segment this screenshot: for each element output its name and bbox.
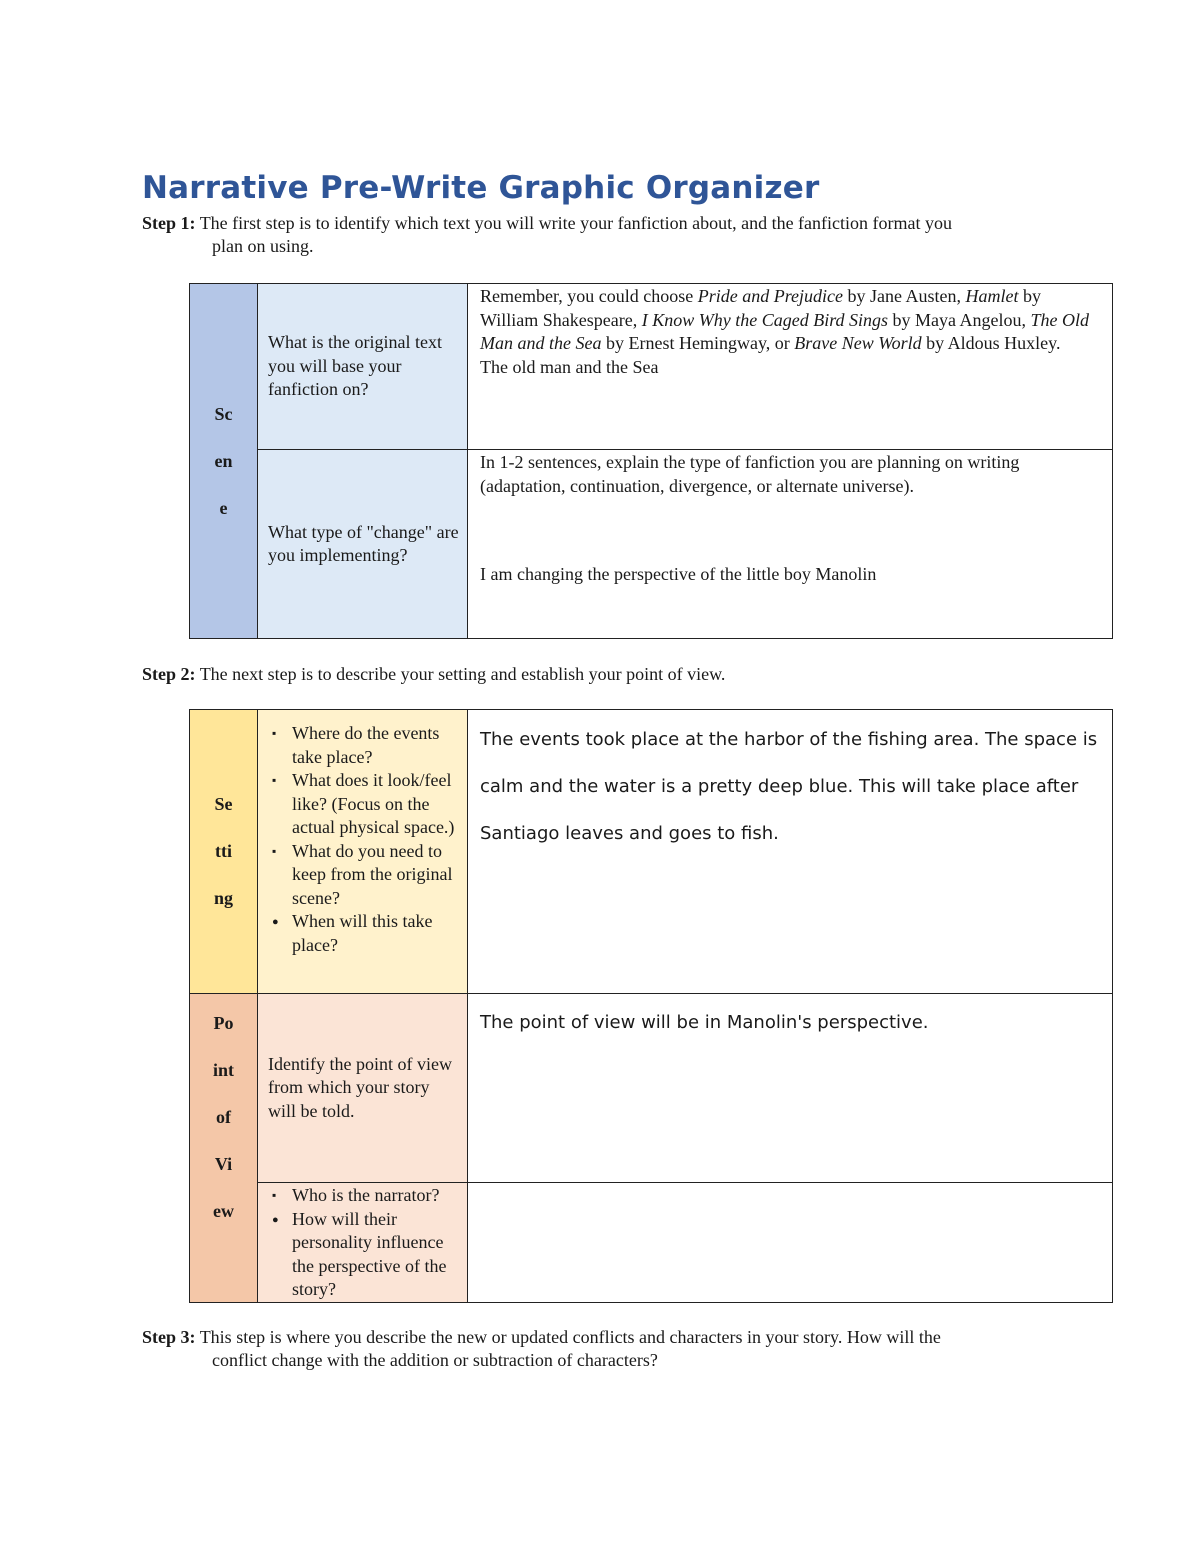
narrator-questions — [258, 1183, 468, 1303]
scene-side-label — [190, 284, 258, 639]
setting-side-label — [190, 710, 258, 994]
list-item: ▪ What do you need to keep from the original scene? — [268, 840, 459, 911]
change-type-answer: I am changing the perspective of the little boy Manolin — [480, 564, 877, 584]
list-item: ● When will this take place? — [268, 910, 459, 957]
step-1-label: Step 1: — [142, 213, 196, 233]
step-2-instructions — [142, 663, 1042, 686]
original-text-answer: The old man and the Sea — [480, 356, 659, 377]
pov-answer-cell[interactable] — [468, 994, 1113, 1183]
change-type-hint: In 1-2 sentences, explain the type of fanfiction you are planning on writing (adaptation, continuation, divergence, or alternate universe). — [480, 452, 1020, 496]
side-syllable: e — [219, 497, 228, 518]
pov-answer: The point of view will be in Manolin's perspective. — [480, 1012, 929, 1033]
side-syllable: Sc — [214, 403, 233, 424]
pov-side-label — [190, 994, 258, 1303]
side-syllable: int — [212, 1060, 234, 1080]
side-syllable: ew — [213, 1201, 234, 1221]
side-syllable: Vi — [214, 1154, 233, 1174]
side-syllable: ng — [213, 888, 233, 908]
step-3-instructions — [142, 1326, 1042, 1372]
list-item: ▪ Who is the narrator? — [268, 1184, 459, 1208]
step-2-text: The next step is to describe your setting and establish your point of view. — [199, 664, 726, 684]
side-syllable: Po — [213, 1013, 234, 1033]
setting-answer-cell[interactable] — [468, 710, 1113, 994]
side-syllable: Se — [214, 794, 233, 814]
side-syllable: en — [214, 450, 233, 471]
original-text-hint: Remember, you could choose Pride and Prejudice by Jane Austen, Hamlet by William Shakespeare, I Know Why the Caged Bird Sings by Maya Angelou, The Old Man and the Sea by Ernest Hemingway, or Brave New World by Aldous Huxley. — [480, 286, 1090, 353]
page-title: Narrative Pre-Write Graphic Organizer — [142, 170, 820, 206]
side-syllable: of — [216, 1107, 231, 1127]
setting-questions — [258, 710, 468, 994]
scene-table — [189, 283, 1113, 639]
step-3-text-cont: conflict change with the addition or subtraction of characters? — [212, 1350, 658, 1370]
list-item: ● How will their personality influence the perspective of the story? — [268, 1208, 459, 1302]
setting-pov-table — [189, 709, 1113, 1303]
setting-answer: The events took place at the harbor of the fishing area. The space is calm and the water is a pretty deep blue. This will take place after Santiago leaves and goes to fish. — [480, 729, 1098, 844]
step-1-text: The first step is to identify which text you will write your fanfiction about, and the fanfiction format you — [199, 213, 953, 233]
original-text-question: What is the original text you will base your fanfiction on? — [258, 284, 468, 450]
step-1-instructions — [142, 212, 1042, 258]
step-1-text-cont: plan on using. — [212, 236, 314, 256]
narrator-answer-cell[interactable] — [468, 1183, 1113, 1303]
step-2-label: Step 2: — [142, 664, 196, 684]
step-3-text: This step is where you describe the new or updated conflicts and characters in your story. How will the — [199, 1327, 941, 1347]
list-item: ▪ What does it look/feel like? (Focus on the actual physical space.) — [268, 769, 459, 840]
change-type-answer-cell[interactable] — [468, 450, 1113, 639]
pov-question: Identify the point of view from which your story will be told. — [258, 994, 468, 1183]
list-item: ▪ Where do the events take place? — [268, 722, 459, 769]
change-type-question: What type of "change" are you implementing? — [258, 450, 468, 639]
side-syllable: tti — [215, 841, 232, 861]
original-text-answer-cell[interactable] — [468, 284, 1113, 450]
step-3-label: Step 3: — [142, 1327, 196, 1347]
